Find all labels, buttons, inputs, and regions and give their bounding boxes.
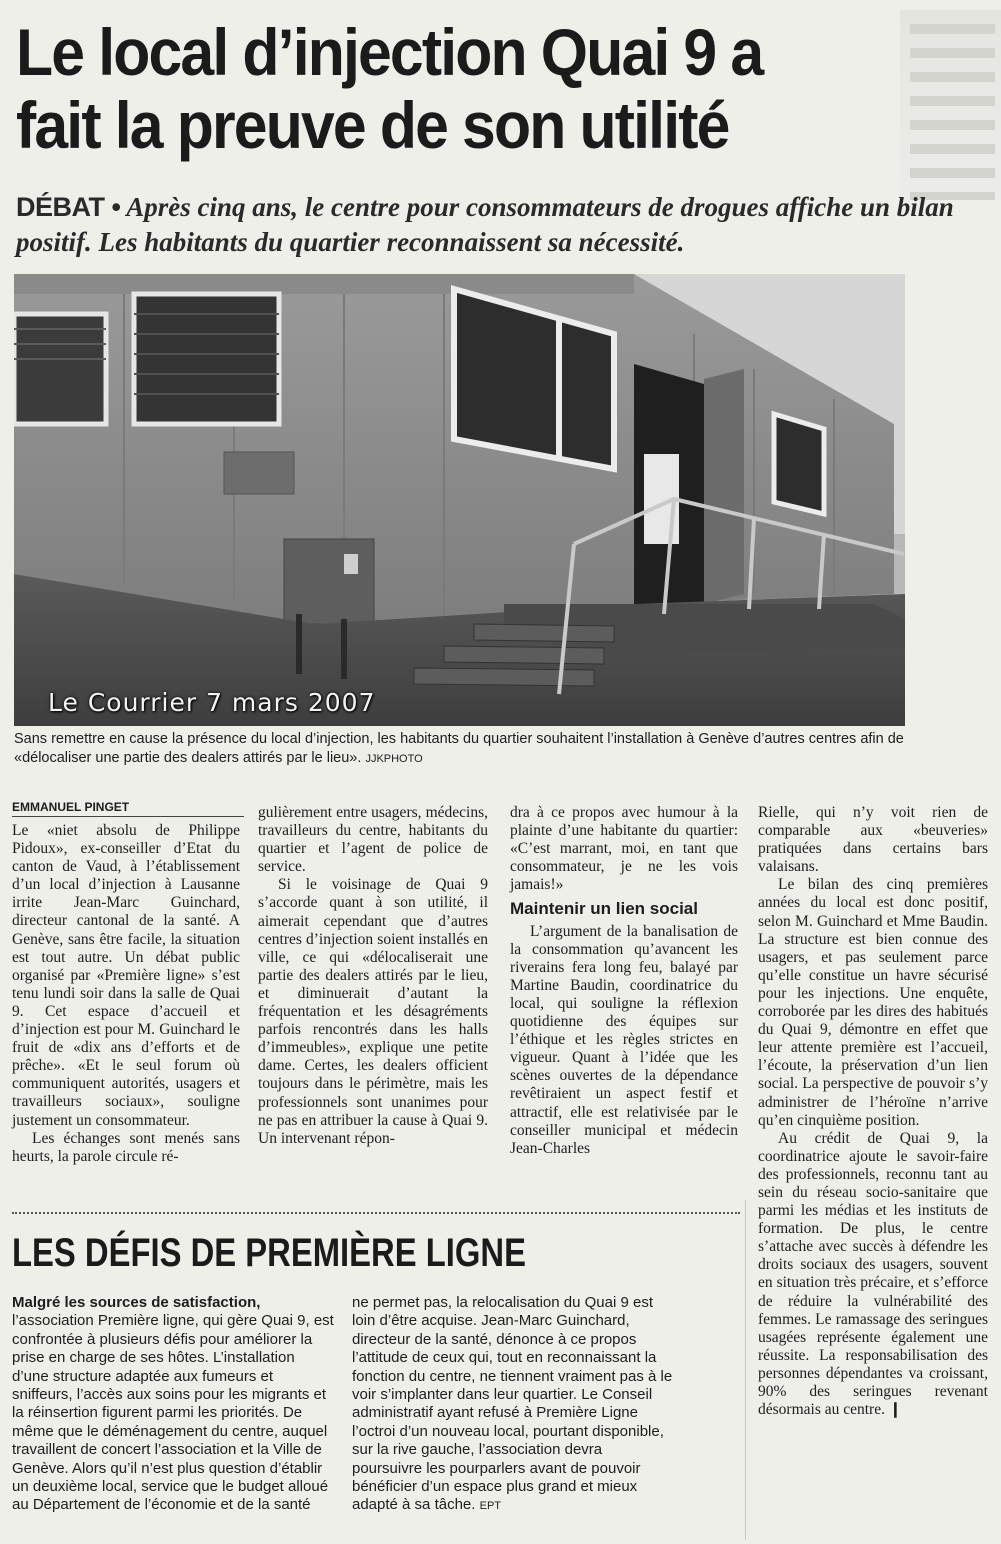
paragraph: dra à ce propos avec humour à la plainte d’une habitante du quartier: «C’est marrant, moi, en tant que consommateur, je ne les vois jamais!» — [510, 804, 738, 894]
sidebar-column-1 — [12, 1294, 334, 1515]
paragraph: Le bilan des cinq premières années du local est donc positif, selon M. Guinchard et Mme Baudin. La structure est bien connue des usagers, et pas seulement parce qu’elle constitue un havre sécurisé pour les injections. Une enquête, corroborée par les dires des habitués du Quai 9, démontre en effet que leur attente première est l’accueil, l’écoute, la préservation d’un lien social. La perspective de pouvoir s’y administrer de l’héroïne n’arrive qu’en cinquième position. — [758, 876, 988, 1129]
paragraph: Si le voisinage de Quai 9 s’accorde quant à son utilité, il aimerait cependant que d’autres centres d’injection soient installés en ville, ce qui «délocaliserait une partie des dealers attirés par le lieu, et diminuerait d’autant la fréquentation et les désagréments parfois rencontrés dans les halls d’immeubles», explique une petite dame. Certes, les dealers officient toujours dans le périmètre, mais les professionnels sont unanimes pour ne pas en attribuer la cause à Quai 9. Un intervenant répon- — [258, 876, 488, 1147]
article-column-4 — [758, 804, 988, 1419]
paragraph: gulièrement entre usagers, médecins, travailleurs du centre, habitants du quartier et l’agent de police de service. — [258, 804, 488, 876]
sidebar-lead: Malgré les sources de satisfaction, — [12, 1294, 261, 1311]
article-column-2 — [258, 804, 488, 1148]
sidebar-text: l’association Première ligne, qui gère Quai 9, est confrontée à plusieurs défis pour améliorer la prise en charge de ses hôtes. L’installation d’une structure adaptée aux fumeurs et sniffeurs, l’accès aux soins pour les migrants et la réinsertion figurent parmi les priorités. De même que le déménagement du centre, auquel travaillent de concert l’association et la Ville de Genève. Alors qu’il n’est plus question d’établir un deuxième local, service que le budget alloué au Département de l’économie et de la santé — [12, 1312, 334, 1514]
building-photo-illustration — [14, 274, 905, 726]
photo-source-overlay: Le Courrier 7 mars 2007 — [48, 688, 376, 717]
article-column-3 — [510, 804, 738, 1158]
column-divider — [745, 1200, 746, 1540]
deck — [16, 190, 991, 260]
photo-caption — [14, 730, 904, 769]
article-photo — [14, 274, 905, 726]
article-column-1 — [12, 822, 240, 1166]
byline: EMMANUEL PINGET — [12, 800, 244, 817]
deck-kicker: DÉBAT • — [16, 192, 121, 222]
deck-text: Après cinq ans, le centre pour consommateurs de drogues affiche un bilan positif. Les habitants du quartier reconnaissent sa nécessité. — [16, 192, 954, 257]
paragraph: Rielle, qui n’y voit rien de comparable aux «beuveries» pratiquées dans certains bars valaisans. — [758, 804, 988, 876]
paragraph: Les échanges sont menés sans heurts, la parole circule ré- — [12, 1129, 240, 1165]
section-divider — [12, 1212, 740, 1214]
photo-caption-text: Sans remettre en cause la présence du local d’injection, les habitants du quartier souhaitent l’installation à Genève d’autres centres afin de «délocaliser une partie des dealers attirés par le lieu». — [14, 731, 904, 766]
headline: Le local d’injection Quai 9 a fait la preuve de son utilité — [16, 15, 763, 162]
paragraph: Au crédit de Quai 9, la coordinatrice ajoute le savoir-faire des professionnels, reconnu tant au sein du réseau socio-sanitaire que parmi les médias et les instituts de formation. De plus, le centre s’attache avec succès à défendre les droits sociaux des usagers, souvent en situation très précaire, et s’efforce de réduire la vulnérabilité des femmes. Le ramassage des seringues usagées représente également une réussite. La responsabilisation des personnes dépendantes va croissant, 90% des seringues revenant désormais au centre. ❙ — [758, 1129, 988, 1419]
sidebar-column-2 — [352, 1294, 674, 1516]
photo-credit: JJKPHOTO — [365, 753, 423, 765]
sidebar-text: ne permet pas, la relocalisation du Quai 9 est loin d’être acquise. Jean-Marc Guinchard, directeur de la santé, dénonce à ce propos l’attitude de ceux qui, tout en reconnaissant la fonction du centre, ne tiennent vraiment pas à le voir s’implanter dans leur quartier. Le Conseil administratif ayant refusé à Première Ligne l’octroi d’un nouveau local, pourtant disponible, sur la rive gauche, l’association devra poursuivre les pourparlers avant de pouvoir bénéficier d’un espace plus grand et mieux adapté à sa tâche. — [352, 1294, 673, 1514]
paragraph: Le «niet absolu de Philippe Pidoux», ex-conseiller d’Etat du canton de Vaud, à l’établissement d’un local d’injection à Lausanne irrite Jean-Marc Guinchard, directeur cantonal de la santé. A Genève, sans être facile, la situation est tout autre. Un débat public organisé par «Première ligne» s’est tenu lundi soir dans la salle de Quai 9. Cet espace d’accueil et d’injection est pour M. Guinchard le fruit de «dix ans d’efforts et de prêche». «Et le seul forum où communiquent autorités, usagers et travailleurs sociaux», souligne justement un consommateur. — [12, 822, 240, 1129]
paragraph: L’argument de la banalisation de la consommation qu’avancent les riverains fera long feu, balayé par Martine Baudin, coordinatrice du local, qui souligne la réflexion quotidienne des équipes sur l’éthique et les règles strictes en vigueur. Quant à l’idée que les scènes ouvertes de la dépendance revêtiraient un aspect festif et attractif, elle est relativisée par le conseiller municipal et médecin Jean-Charles — [510, 922, 738, 1157]
sidebar-signature: EPT — [479, 1500, 502, 1513]
sidebar-title: LES DÉFIS DE PREMIÈRE LIGNE — [12, 1231, 526, 1275]
subheading: Maintenir un lien social — [510, 899, 698, 919]
adjacent-article-fragment — [900, 10, 1001, 200]
